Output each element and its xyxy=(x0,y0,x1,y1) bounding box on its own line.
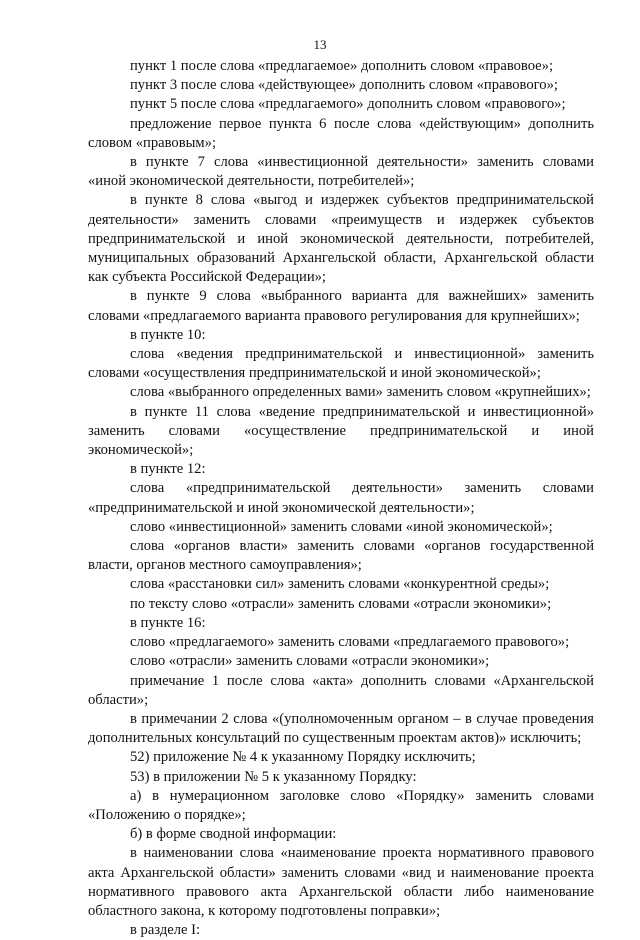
paragraph-20: слово «отрасли» заменить словами «отрасли экономики»; xyxy=(130,653,490,670)
paragraph-9: слова «ведения предпринимательской и инвестиционной» заменить словами «осуществления предпринимательской и иной экономической»; xyxy=(88,346,594,382)
paragraph-11: в пункте 11 слова «ведение предпринимательской и инвестиционной» заменить словами «осуществление предпринимательской и иной экономической»; xyxy=(88,403,594,459)
paragraph-7: в пункте 9 слова «выбранного варианта для важнейших» заменить словами «предлагаемого варианта правового регулирования для крупнейших»; xyxy=(88,288,594,324)
paragraph-16: слова «расстановки сил» заменить словами «конкурентной среды»; xyxy=(130,576,550,593)
paragraph-19: слово «предлагаемого» заменить словами «предлагаемого правового»; xyxy=(130,634,570,651)
paragraph-12: в пункте 12: xyxy=(130,461,206,478)
paragraph-5: в пункте 7 слова «инвестиционной деятельности» заменить словами «иной экономической деятельности, потребителей»; xyxy=(88,154,594,190)
paragraph-3: пункт 5 после слова «предлагаемого» дополнить словом «правового»; xyxy=(130,96,566,113)
paragraph-10: слова «выбранного определенных вами» заменить словом «крупнейших»; xyxy=(130,384,591,401)
paragraph-22: в примечании 2 слова «(уполномоченным органом – в случае проведения дополнительных консультаций по существенным проектам актов)» исключить; xyxy=(88,710,594,747)
page-number: 13 xyxy=(313,37,327,52)
paragraph-24: 53) в приложении № 5 к указанному Порядку: xyxy=(130,768,417,785)
paragraph-27: в наименовании слова «наименование проекта нормативного правового акта Архангельской области» заменить словами «вид и наименование проекта нормативного правового акта Архангельской области либо наименование областного закона, к которому подготовлены поправки»; xyxy=(88,845,594,919)
paragraph-8: в пункте 10: xyxy=(130,326,206,343)
paragraph-14: слово «инвестиционной» заменить словами «иной экономической»; xyxy=(130,518,553,535)
paragraph-21: примечание 1 после слова «акта» дополнить словами «Архангельской области»; xyxy=(88,672,594,708)
paragraph-28: в разделе I: xyxy=(130,922,201,939)
paragraph-23: 52) приложение № 4 к указанному Порядку исключить; xyxy=(130,749,476,766)
paragraph-26: б) в форме сводной информации: xyxy=(130,826,337,843)
paragraph-13: слова «предпринимательской деятельности» заменить словами «предпринимательской и иной экономической деятельности»; xyxy=(88,480,594,516)
paragraph-15: слова «органов власти» заменить словами «органов государственной власти, органов местного самоуправления»; xyxy=(88,538,594,574)
paragraph-18: в пункте 16: xyxy=(130,614,206,631)
paragraph-2: пункт 3 после слова «действующее» дополнить словом «правового»; xyxy=(130,77,558,94)
paragraph-25: а) в нумерационном заголовке слово «Порядку» заменить словами «Положению о порядке»; xyxy=(88,787,594,823)
paragraph-1: пункт 1 после слова «предлагаемое» дополнить словом «правовое»; xyxy=(130,58,554,74)
paragraph-4: предложение первое пункта 6 после слова «действующим» дополнить словом «правовым»; xyxy=(88,115,594,151)
paragraph-6: в пункте 8 слова «выгод и издержек субъектов предпринимательской деятельности» заменить словами «преимуществ и издержек субъектов предпринимательской и иной экономической деятельности, потребителей, муниципальных образований Архангельской области, Архангельской области как субъекта Российской Федерации»; xyxy=(88,192,594,286)
document-body xyxy=(88,57,594,940)
paragraph-17: по тексту слово «отрасли» заменить словами «отрасли экономики»; xyxy=(130,595,552,612)
